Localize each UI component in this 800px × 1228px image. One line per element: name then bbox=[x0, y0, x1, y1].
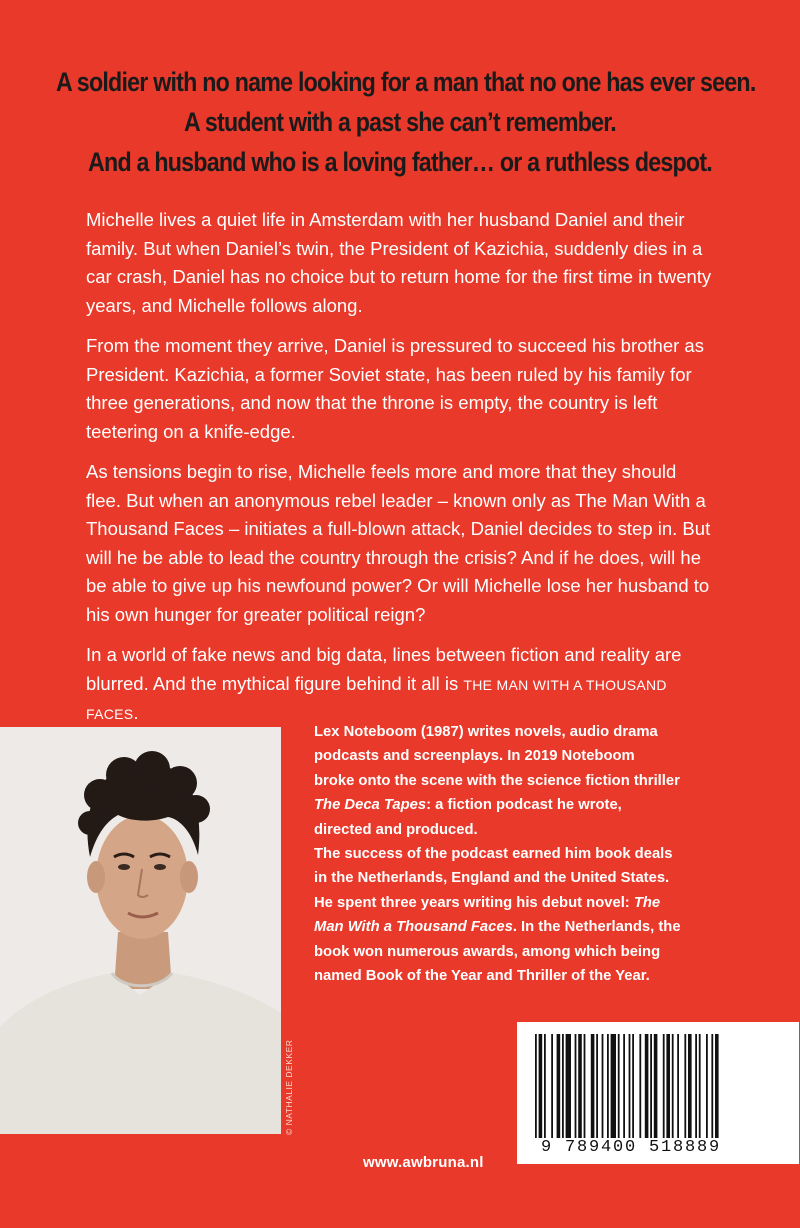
barcode-box bbox=[517, 1022, 799, 1164]
barcode-bar bbox=[596, 1034, 598, 1138]
barcode-bar bbox=[695, 1034, 697, 1138]
author-bio bbox=[314, 720, 734, 988]
bio-line: The success of the podcast earned him book deals bbox=[314, 846, 673, 863]
tagline-line-1: A soldier with no name looking for a man that no one has ever seen. bbox=[56, 67, 756, 97]
barcode-bar bbox=[575, 1034, 577, 1138]
bio-line: named Book of the Year and Thriller of the Year. bbox=[314, 968, 650, 985]
publisher-website: www.awbruna.nl bbox=[363, 1154, 484, 1171]
barcode-bar bbox=[551, 1034, 553, 1138]
barcode-bar bbox=[629, 1034, 631, 1138]
barcode-bar bbox=[677, 1034, 679, 1138]
barcode-bar bbox=[607, 1034, 609, 1138]
bio-line bbox=[314, 915, 734, 939]
bio-line: in the Netherlands, England and the United States. bbox=[314, 870, 670, 887]
bio-line-text: He spent three years writing his debut novel: bbox=[314, 894, 634, 911]
barcode-bar bbox=[544, 1034, 546, 1138]
bio-line bbox=[314, 793, 734, 817]
blurb-paragraph-1: Michelle lives a quiet life in Amsterdam with her husband Daniel and their family. But when Daniel’s twin, the President of Kazichia, suddenly dies in a car crash, Daniel has no choice but to return home for the first time in twenty years, and Michelle follows along. bbox=[86, 209, 712, 316]
tagline bbox=[56, 62, 756, 182]
barcode-bar bbox=[591, 1034, 595, 1138]
barcode-bar bbox=[711, 1034, 713, 1138]
blurb-paragraph-4-end: . bbox=[133, 702, 139, 723]
barcode-bar bbox=[602, 1034, 604, 1138]
author-photo bbox=[0, 727, 281, 1134]
barcode-icon bbox=[535, 1034, 781, 1138]
barcode-bar bbox=[663, 1034, 665, 1138]
barcode-bar bbox=[578, 1034, 582, 1138]
novel-title-start: The bbox=[633, 894, 661, 911]
barcode-bar bbox=[557, 1034, 561, 1138]
blurb-paragraph-3: As tensions begin to rise, Michelle feels more and more that they should flee. But when an anonymous rebel leader – known only as The Man With a Thousand Faces – initiates a full-blown attack, Daniel decides to step in. But will he be able to lead the country through the crisis? And if he does, will he be able to give up his newfound power? Or will Michelle lose her husband to his own hunger for greater political reign? bbox=[86, 461, 711, 625]
barcode-bar bbox=[611, 1034, 616, 1138]
barcode-bar bbox=[618, 1034, 620, 1138]
barcode-bar bbox=[535, 1034, 537, 1138]
barcode-bar bbox=[639, 1034, 641, 1138]
blurb-paragraph-4-text: In a world of fake news and big data, lines between fiction and reality are blurred. And the mythical figure behind it all is bbox=[86, 644, 682, 694]
bio-line-text: : a fiction podcast he wrote, bbox=[426, 797, 622, 814]
blurb-paragraph-2: From the moment they arrive, Daniel is pressured to succeed his brother as President. Kazichia, a former Soviet state, has been ruled by his family for three generations, and now that the throne is empty, the country is left teetering on a knife-edge. bbox=[86, 335, 704, 442]
barcode-bar bbox=[672, 1034, 674, 1138]
novel-title-end: Man With a Thousand Faces bbox=[314, 919, 513, 936]
barcode-bar bbox=[715, 1034, 719, 1138]
barcode-bar bbox=[706, 1034, 708, 1138]
tagline-line-3: And a husband who is a loving father… or a ruthless despot. bbox=[88, 147, 712, 177]
barcode-bar bbox=[539, 1034, 543, 1138]
photo-credit: © NATHALIE DEKKER bbox=[284, 1039, 294, 1135]
barcode-bar bbox=[654, 1034, 658, 1138]
barcode-bar bbox=[666, 1034, 670, 1138]
bio-line: podcasts and screenplays. In 2019 Noteboom bbox=[314, 748, 635, 765]
barcode-bar bbox=[566, 1034, 571, 1138]
bio-line: book won numerous awards, among which being bbox=[314, 943, 661, 960]
barcode-bar bbox=[632, 1034, 634, 1138]
barcode-bar bbox=[684, 1034, 686, 1138]
bio-line bbox=[314, 891, 734, 915]
barcode-bar bbox=[562, 1034, 564, 1138]
barcode-bar bbox=[650, 1034, 652, 1138]
blurb bbox=[86, 206, 716, 741]
barcode-bar bbox=[645, 1034, 649, 1138]
author-portrait-illustration bbox=[0, 727, 281, 1134]
isbn-number: 9 789400 518889 bbox=[541, 1138, 722, 1157]
book-title-smallcaps: THE MAN WITH A THOUSAND FACES bbox=[86, 676, 667, 722]
tagline-line-2: A student with a past she can’t remember. bbox=[184, 107, 616, 137]
blurb-paragraph-4 bbox=[86, 641, 716, 729]
bio-line: directed and produced. bbox=[314, 821, 478, 838]
podcast-title: The Deca Tapes bbox=[314, 797, 427, 814]
barcode-bar bbox=[584, 1034, 586, 1138]
bio-line: Lex Noteboom (1987) writes novels, audio drama bbox=[314, 724, 658, 740]
bio-line-text: . In the Netherlands, the bbox=[512, 919, 681, 936]
barcode-bar bbox=[699, 1034, 701, 1138]
bio-line: broke onto the scene with the science fiction thriller bbox=[314, 772, 680, 789]
barcode-bar bbox=[623, 1034, 625, 1138]
barcode-bar bbox=[688, 1034, 692, 1138]
